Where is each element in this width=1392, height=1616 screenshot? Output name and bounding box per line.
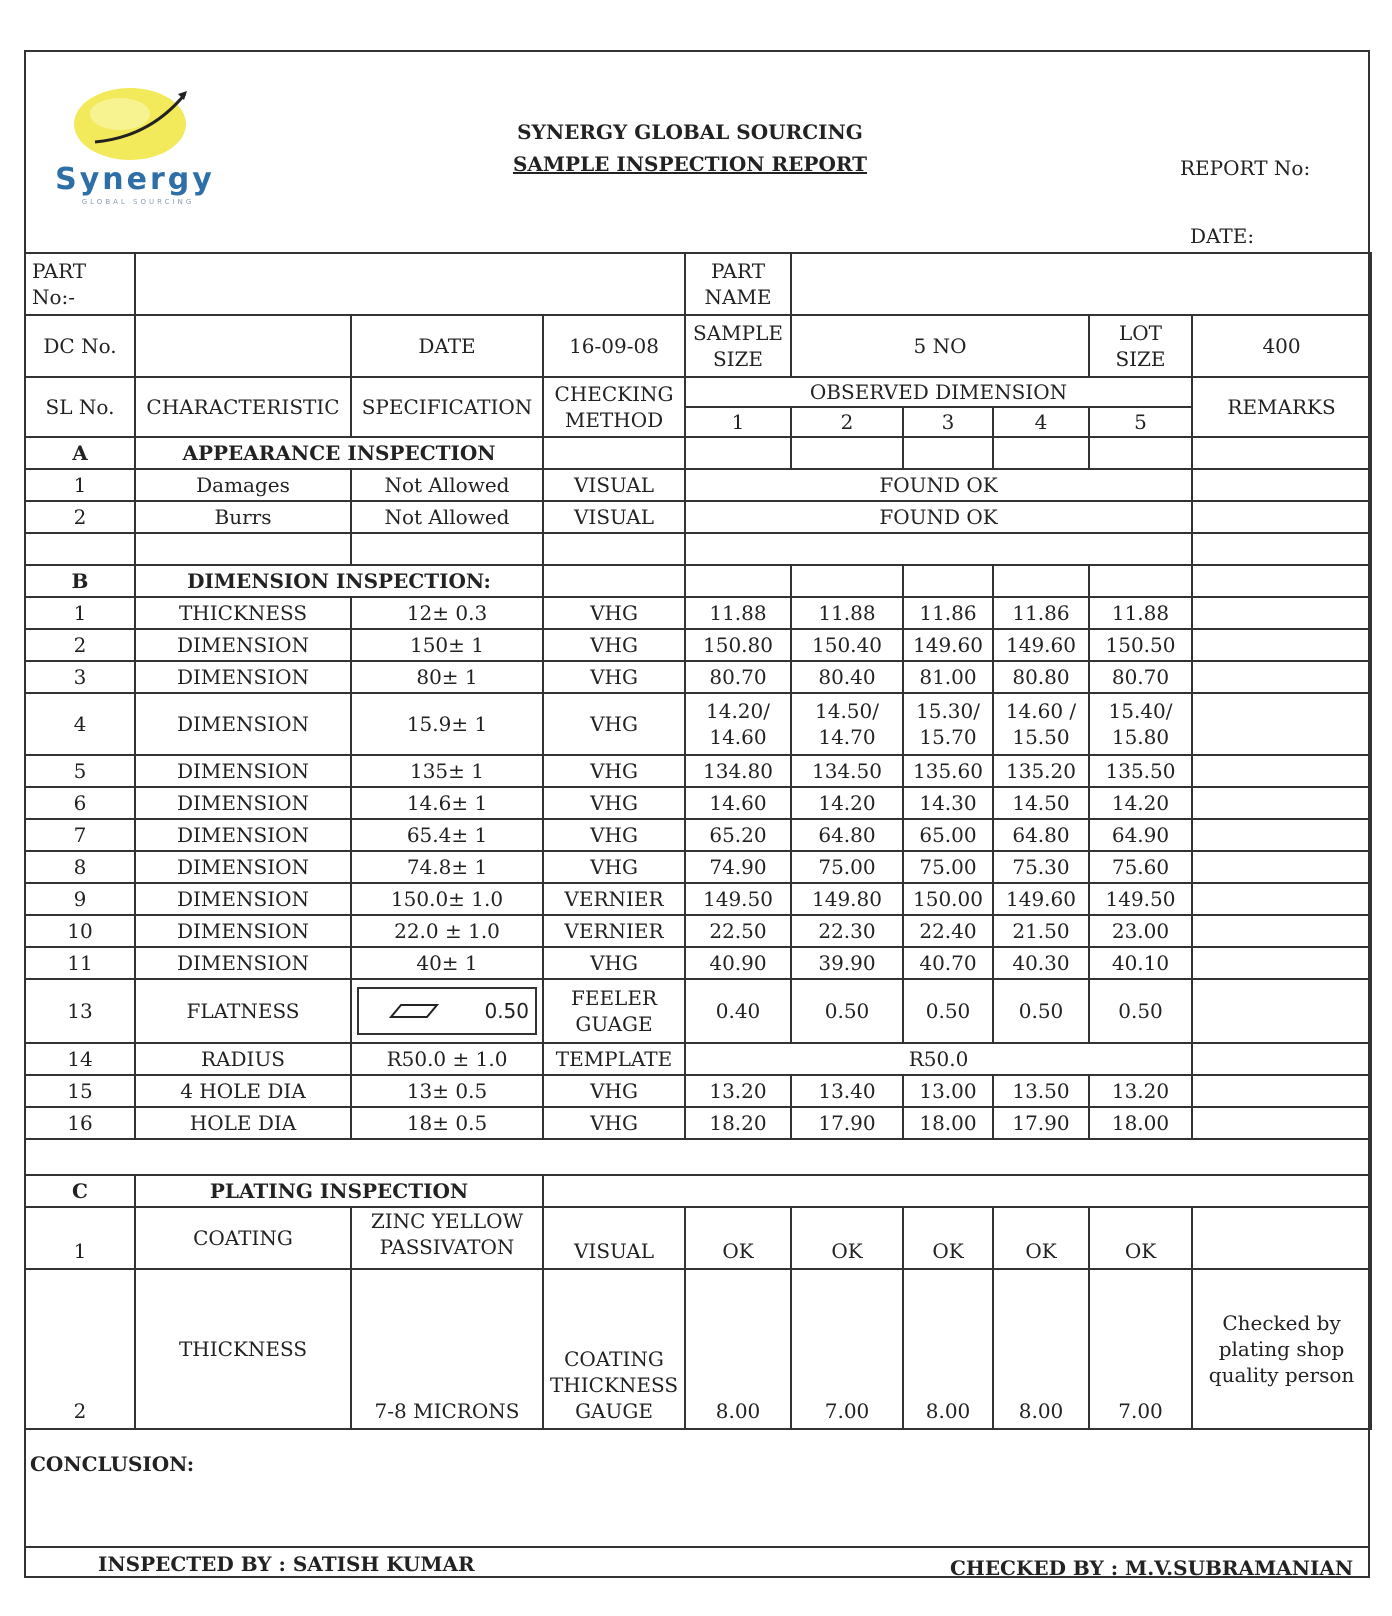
sl-no-cell: 8 xyxy=(25,851,135,883)
observed-value-cell: 11.86 xyxy=(993,597,1089,629)
observed-value-cell: 75.00 xyxy=(791,851,903,883)
observed-value-cell: 65.00 xyxy=(903,819,993,851)
observed-value-cell: 22.50 xyxy=(685,915,791,947)
remarks-cell xyxy=(1192,629,1371,661)
method-cell: VHG xyxy=(543,755,685,787)
observed-value-cell: 13.50 xyxy=(993,1075,1089,1107)
flatness-row: 13 FLATNESS 0.50 FEELER GUAGE 0.40 0.50 0.50 0.50 0.50 xyxy=(25,979,1371,1043)
spacer-row xyxy=(25,1139,1371,1175)
logo-tagline: GLOBAL SOURCING xyxy=(81,198,195,206)
observed-value-cell: 14.30 xyxy=(903,787,993,819)
date-label: DATE: xyxy=(1190,224,1255,248)
specification-cell: 80± 1 xyxy=(351,661,543,693)
section-a-code: A xyxy=(25,437,135,469)
sl-no-cell: 11 xyxy=(25,947,135,979)
sl-no-cell: 2 xyxy=(25,629,135,661)
method-cell: VHG xyxy=(543,661,685,693)
table-row xyxy=(25,629,1371,661)
col-remarks: REMARKS xyxy=(1192,377,1371,437)
observed-value-cell: 150.50 xyxy=(1089,629,1192,661)
observed-value-cell: 135.50 xyxy=(1089,755,1192,787)
specification-cell: 13± 0.5 xyxy=(351,1075,543,1107)
method-cell: VHG xyxy=(543,1107,685,1139)
part-no-label: PART No:- xyxy=(25,253,135,315)
sl-no-cell: 1 xyxy=(25,597,135,629)
sample-col-4: 4 xyxy=(993,407,1089,437)
observed-value-cell: 81.00 xyxy=(903,661,993,693)
observed-value-cell: 17.90 xyxy=(791,1107,903,1139)
part-no-field[interactable] xyxy=(135,253,685,315)
section-c-header xyxy=(25,1175,1371,1207)
specification-cell: 150± 1 xyxy=(351,629,543,661)
table-row xyxy=(25,755,1371,787)
observed-value-cell: 13.00 xyxy=(903,1075,993,1107)
observed-value-cell: 135.60 xyxy=(903,755,993,787)
coating-row: 1 COATING ZINC YELLOW PASSIVATON VISUAL OK OK OK OK OK xyxy=(25,1207,1371,1269)
specification-cell: 74.8± 1 xyxy=(351,851,543,883)
observed-value-cell: 40.10 xyxy=(1089,947,1192,979)
col-checking-method: CHECKING METHOD xyxy=(543,377,685,437)
table-row xyxy=(25,1075,1371,1107)
dimension-rows xyxy=(25,597,1371,979)
observed-value-cell: 13.20 xyxy=(1089,1075,1192,1107)
method-cell: VHG xyxy=(543,787,685,819)
table-row xyxy=(25,915,1371,947)
characteristic-cell: DIMENSION xyxy=(135,851,351,883)
sample-col-2: 2 xyxy=(791,407,903,437)
characteristic-cell: 4 HOLE DIA xyxy=(135,1075,351,1107)
characteristic-cell: DIMENSION xyxy=(135,693,351,755)
lot-size-label: LOT SIZE xyxy=(1089,315,1192,377)
section-c-title: PLATING INSPECTION xyxy=(135,1175,543,1207)
flatness-spec-box xyxy=(357,987,537,1035)
method-cell: VHG xyxy=(543,629,685,661)
method-cell: VHG xyxy=(543,1075,685,1107)
header-row xyxy=(25,377,1371,407)
observed-value-cell: 15.40/ 15.80 xyxy=(1089,693,1192,755)
dc-no-label: DC No. xyxy=(25,315,135,377)
remarks-cell xyxy=(1192,851,1371,883)
sl-no-cell: 15 xyxy=(25,1075,135,1107)
observed-value-cell: 40.30 xyxy=(993,947,1089,979)
inspection-table xyxy=(24,252,1372,1430)
plating-thickness-row: 2 THICKNESS 7-8 MICRONS COATING THICKNESS GAUGE 8.00 7.00 8.00 8.00 7.00 Checked by plating shop quality person xyxy=(25,1269,1371,1429)
observed-value-cell: 14.20/ 14.60 xyxy=(685,693,791,755)
observed-value-cell: 11.86 xyxy=(903,597,993,629)
observed-value-cell: 21.50 xyxy=(993,915,1089,947)
specification-cell: 14.6± 1 xyxy=(351,787,543,819)
observed-value-cell: 22.40 xyxy=(903,915,993,947)
sample-col-5: 5 xyxy=(1089,407,1192,437)
table-row xyxy=(25,661,1371,693)
company-name: SYNERGY GLOBAL SOURCING xyxy=(517,120,863,144)
observed-value-cell: 74.90 xyxy=(685,851,791,883)
sample-col-1: 1 xyxy=(685,407,791,437)
observed-value-cell: 65.20 xyxy=(685,819,791,851)
observed-value-cell: 134.50 xyxy=(791,755,903,787)
specification-cell: 135± 1 xyxy=(351,755,543,787)
observed-value-cell: 75.00 xyxy=(903,851,993,883)
part-name-field[interactable] xyxy=(791,253,1371,315)
radius-row: 14 RADIUS R50.0 ± 1.0 TEMPLATE R50.0 xyxy=(25,1043,1371,1075)
table-row xyxy=(25,787,1371,819)
observed-value-cell: 149.50 xyxy=(1089,883,1192,915)
report-no-label: REPORT No: xyxy=(1180,156,1311,180)
observed-value-cell: 22.30 xyxy=(791,915,903,947)
report-title: SAMPLE INSPECTION REPORT xyxy=(512,152,868,176)
observed-value-cell: 149.60 xyxy=(993,883,1089,915)
characteristic-cell: DIMENSION xyxy=(135,787,351,819)
section-a-title: APPEARANCE INSPECTION xyxy=(135,437,543,469)
observed-value-cell: 40.90 xyxy=(685,947,791,979)
table-row: 1 Damages Not Allowed VISUAL FOUND OK xyxy=(25,469,1371,501)
section-a-header xyxy=(25,437,1371,469)
method-cell: VHG xyxy=(543,597,685,629)
col-characteristic: CHARACTERISTIC xyxy=(135,377,351,437)
observed-value-cell: 11.88 xyxy=(1089,597,1192,629)
sl-no-cell: 6 xyxy=(25,787,135,819)
remarks-cell xyxy=(1192,883,1371,915)
hole-dia-rows xyxy=(25,1075,1371,1139)
method-cell: VHG xyxy=(543,819,685,851)
checked-by: CHECKED BY : M.V.SUBRAMANIAN xyxy=(950,1556,1354,1580)
sample-size-label: SAMPLE SIZE xyxy=(685,315,791,377)
observed-value-cell: 150.40 xyxy=(791,629,903,661)
characteristic-cell: DIMENSION xyxy=(135,883,351,915)
remarks-cell xyxy=(1192,787,1371,819)
observed-value-cell: 18.20 xyxy=(685,1107,791,1139)
table-row xyxy=(25,693,1371,755)
characteristic-cell: HOLE DIA xyxy=(135,1107,351,1139)
observed-value-cell: 149.60 xyxy=(903,629,993,661)
flatness-spec-value: 0.50 xyxy=(484,999,529,1023)
specification-cell: 22.0 ± 1.0 xyxy=(351,915,543,947)
observed-value-cell: 149.80 xyxy=(791,883,903,915)
remarks-cell xyxy=(1192,693,1371,755)
col-specification: SPECIFICATION xyxy=(351,377,543,437)
flatness-icon xyxy=(385,1001,445,1021)
observed-value-cell: 150.80 xyxy=(685,629,791,661)
observed-value-cell: 80.70 xyxy=(1089,661,1192,693)
observed-value-cell: 150.00 xyxy=(903,883,993,915)
specification-cell: 40± 1 xyxy=(351,947,543,979)
observed-value-cell: 14.20 xyxy=(791,787,903,819)
characteristic-cell: DIMENSION xyxy=(135,755,351,787)
observed-value-cell: 18.00 xyxy=(903,1107,993,1139)
remarks-cell xyxy=(1192,1107,1371,1139)
observed-value-cell: 14.60 / 15.50 xyxy=(993,693,1089,755)
observed-value-cell: 13.40 xyxy=(791,1075,903,1107)
info-date-label: DATE xyxy=(351,315,543,377)
inspected-by: INSPECTED BY : SATISH KUMAR xyxy=(98,1552,475,1576)
remarks-cell xyxy=(1192,947,1371,979)
observed-value-cell: 80.80 xyxy=(993,661,1089,693)
table-row: 2 Burrs Not Allowed VISUAL FOUND OK xyxy=(25,501,1371,533)
table-row xyxy=(25,947,1371,979)
characteristic-cell: DIMENSION xyxy=(135,915,351,947)
plating-remarks: Checked by plating shop quality person xyxy=(1192,1269,1371,1429)
observed-value-cell: 64.80 xyxy=(791,819,903,851)
table-row xyxy=(25,597,1371,629)
observed-value-cell: 135.20 xyxy=(993,755,1089,787)
method-cell: VHG xyxy=(543,947,685,979)
globe-icon xyxy=(50,82,230,162)
dc-no-field[interactable] xyxy=(135,315,351,377)
characteristic-cell: DIMENSION xyxy=(135,629,351,661)
sl-no-cell: 16 xyxy=(25,1107,135,1139)
method-cell: VERNIER xyxy=(543,883,685,915)
specification-cell: 12± 0.3 xyxy=(351,597,543,629)
section-c-code: C xyxy=(25,1175,135,1207)
col-observed-dimension: OBSERVED DIMENSION xyxy=(685,377,1192,407)
remarks-cell xyxy=(1192,661,1371,693)
observed-value-cell: 11.88 xyxy=(791,597,903,629)
table-row xyxy=(25,1107,1371,1139)
sl-no-cell: 4 xyxy=(25,693,135,755)
sl-no-cell: 3 xyxy=(25,661,135,693)
section-b-code: B xyxy=(25,565,135,597)
footer-divider xyxy=(24,1546,1370,1548)
specification-cell: 65.4± 1 xyxy=(351,819,543,851)
remarks-cell xyxy=(1192,1075,1371,1107)
method-cell: VERNIER xyxy=(543,915,685,947)
observed-value-cell: 134.80 xyxy=(685,755,791,787)
characteristic-cell: DIMENSION xyxy=(135,661,351,693)
synergy-logo xyxy=(50,82,230,217)
remarks-cell xyxy=(1192,819,1371,851)
lot-size-value: 400 xyxy=(1192,315,1371,377)
part-name-label: PART NAME xyxy=(685,253,791,315)
dc-row xyxy=(25,315,1371,377)
logo-wordmark: Synergy xyxy=(55,162,215,197)
observed-value-cell: 15.30/ 15.70 xyxy=(903,693,993,755)
table-row xyxy=(25,883,1371,915)
sl-no-cell: 10 xyxy=(25,915,135,947)
specification-cell: 15.9± 1 xyxy=(351,693,543,755)
observed-value-cell: 75.30 xyxy=(993,851,1089,883)
sample-size-value: 5 NO xyxy=(791,315,1089,377)
specification-cell: 150.0± 1.0 xyxy=(351,883,543,915)
sl-no-cell: 7 xyxy=(25,819,135,851)
remarks-cell xyxy=(1192,755,1371,787)
characteristic-cell: DIMENSION xyxy=(135,947,351,979)
sample-col-3: 3 xyxy=(903,407,993,437)
specification-cell: 18± 0.5 xyxy=(351,1107,543,1139)
sl-no-cell: 9 xyxy=(25,883,135,915)
table-row xyxy=(25,819,1371,851)
observed-value-cell: 80.40 xyxy=(791,661,903,693)
col-sl-no: SL No. xyxy=(25,377,135,437)
observed-value-cell: 80.70 xyxy=(685,661,791,693)
observed-value-cell: 14.20 xyxy=(1089,787,1192,819)
part-row xyxy=(25,253,1371,315)
observed-value-cell: 14.50 xyxy=(993,787,1089,819)
observed-value-cell: 18.00 xyxy=(1089,1107,1192,1139)
observed-value-cell: 149.50 xyxy=(685,883,791,915)
observed-value-cell: 11.88 xyxy=(685,597,791,629)
method-cell: VHG xyxy=(543,693,685,755)
section-b-title: DIMENSION INSPECTION: xyxy=(135,565,543,597)
characteristic-cell: DIMENSION xyxy=(135,819,351,851)
characteristic-cell: THICKNESS xyxy=(135,597,351,629)
conclusion-label: CONCLUSION: xyxy=(30,1452,195,1476)
observed-value-cell: 40.70 xyxy=(903,947,993,979)
observed-value-cell: 149.60 xyxy=(993,629,1089,661)
remarks-cell xyxy=(1192,915,1371,947)
observed-value-cell: 17.90 xyxy=(993,1107,1089,1139)
observed-value-cell: 39.90 xyxy=(791,947,903,979)
remarks-cell xyxy=(1192,597,1371,629)
observed-value-cell: 64.80 xyxy=(993,819,1089,851)
observed-value-cell: 14.60 xyxy=(685,787,791,819)
observed-value-cell: 23.00 xyxy=(1089,915,1192,947)
method-cell: VHG xyxy=(543,851,685,883)
observed-value-cell: 75.60 xyxy=(1089,851,1192,883)
observed-value-cell: 64.90 xyxy=(1089,819,1192,851)
section-b-header xyxy=(25,565,1371,597)
observed-value-cell: 13.20 xyxy=(685,1075,791,1107)
observed-value-cell: 14.50/ 14.70 xyxy=(791,693,903,755)
blank-row xyxy=(25,533,1371,565)
table-row xyxy=(25,851,1371,883)
info-date-value: 16-09-08 xyxy=(543,315,685,377)
sl-no-cell: 5 xyxy=(25,755,135,787)
